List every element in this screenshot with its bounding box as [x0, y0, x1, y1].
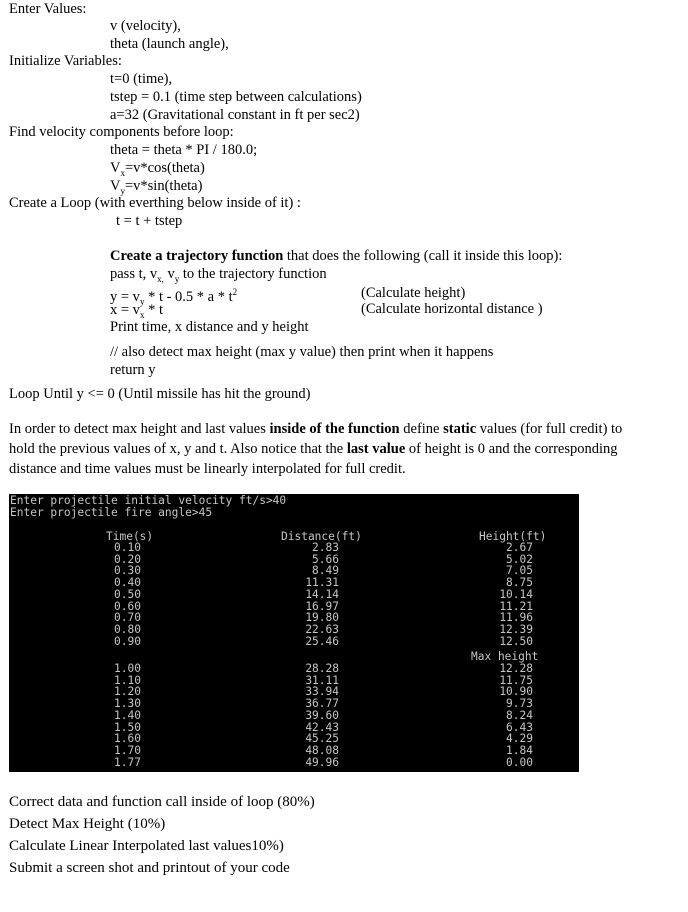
console-cell-height: 6.43: [506, 720, 533, 734]
console-cell-time: 0.10: [114, 541, 141, 554]
y-equation-note: (Calculate height): [361, 285, 466, 301]
console-cell-distance: 49.96: [305, 755, 339, 769]
console-cell-distance: 19.80: [305, 611, 339, 625]
theta-conversion-line: theta = theta * PI / 180.0;: [110, 142, 258, 158]
console-cell-time: 0.50: [114, 587, 141, 601]
console-cell-time: 1.10: [114, 673, 141, 687]
grading-item-3: Calculate Linear Interpolated last values10%): [9, 838, 284, 854]
tstep-line: tstep = 0.1 (time step between calculations): [110, 89, 362, 105]
console-header-time: Time(s): [106, 530, 154, 543]
console-cell-distance: 14.14: [305, 587, 339, 601]
console-cell-height: 10.90: [499, 685, 533, 699]
console-prompt-angle: Enter projectile fire angle>45: [10, 506, 213, 519]
vy-line: $V_y=v*\sin(theta)$: [110, 178, 203, 196]
y-equation-line: $y = v_y * t - 0.5 * a * t^2$: [110, 287, 238, 307]
console-cell-time: 1.00: [114, 662, 141, 675]
gravity-line: a=32 (Gravitational constant in ft per sec2): [110, 107, 360, 123]
find-velocity-heading: Find velocity components before loop:: [9, 124, 234, 140]
create-loop-heading: Create a Loop (with everthing below inside of it) :: [9, 195, 301, 211]
console-cell-height: 4.29: [506, 732, 533, 746]
console-cell-time: 0.70: [114, 611, 141, 625]
console-cell-height: 9.73: [506, 697, 533, 711]
console-cell-time: 0.30: [114, 564, 141, 578]
console-cell-height: 1.84: [506, 743, 533, 757]
trajectory-function-line: Create a trajectory function that does the following (call it inside this loop):: [110, 248, 563, 264]
console-cell-height: 11.21: [499, 599, 533, 613]
detect-max-line: // also detect max height (max y value) then print when it happens: [110, 344, 494, 360]
console-cell-time: 0.80: [114, 622, 141, 636]
theta-angle-line: theta (launch angle),: [110, 36, 229, 52]
console-cell-time: 1.77: [114, 755, 141, 769]
console-cell-distance: 33.94: [305, 685, 339, 699]
console-output: [9, 494, 579, 772]
v-velocity-line: v (velocity),: [110, 18, 181, 34]
paragraph-line-3: distance and time values must be linearly interpolated for full credit.: [9, 461, 406, 477]
console-cell-time: 0.90: [114, 634, 141, 648]
vx-line: $V_x=v*\cos(theta)$: [110, 160, 205, 178]
pass-params-line: pass t, $v_{x,}$ $v_y$ to the trajectory function: [110, 266, 327, 284]
grading-item-1: Correct data and function call inside of loop (80%): [9, 794, 315, 810]
console-cell-time: 1.20: [114, 685, 141, 699]
console-cell-time: 1.70: [114, 743, 141, 757]
console-cell-height: 11.96: [499, 611, 533, 625]
init-vars-heading: Initialize Variables:: [9, 53, 122, 69]
console-cell-height: 5.02: [506, 552, 533, 566]
console-cell-height: 2.67: [506, 541, 533, 554]
console-cell-distance: 22.63: [305, 622, 339, 636]
x-equation-note: (Calculate horizontal distance ): [361, 301, 543, 317]
console-cell-distance: 39.60: [305, 708, 339, 722]
console-prompt-velocity: Enter projectile initial velocity ft/s>40: [10, 494, 287, 507]
console-cell-time: 1.50: [114, 720, 141, 734]
x-equation-line: $x = v_x * t$: [110, 302, 163, 320]
console-cell-distance: 16.97: [305, 599, 339, 613]
console-cell-distance: 36.77: [305, 697, 339, 711]
console-cell-height: 0.00: [506, 755, 533, 769]
console-cell-distance: 28.28: [305, 662, 339, 675]
console-cell-height: 12.28: [499, 662, 533, 675]
console-cell-height: 12.39: [499, 622, 533, 636]
paragraph-line-2: hold the previous values of x, y and t. Also notice that the last value of height is 0 and the corresponding: [9, 441, 618, 457]
print-line: Print time, x distance and y height: [110, 319, 309, 335]
console-cell-time: 0.60: [114, 599, 141, 613]
console-cell-distance: 25.46: [305, 634, 339, 648]
console-header-distance: Distance(ft): [281, 530, 362, 543]
console-cell-time: 1.40: [114, 708, 141, 722]
console-max-height-label: Max height: [471, 650, 539, 663]
console-cell-height: 8.75: [506, 576, 533, 590]
console-cell-height: 11.75: [499, 673, 533, 687]
console-cell-distance: 42.43: [305, 720, 339, 734]
console-cell-time: 0.40: [114, 576, 141, 590]
console-cell-distance: 11.31: [305, 576, 339, 590]
loop-until-line: Loop Until y <= 0 (Until missile has hit the ground): [9, 386, 311, 402]
grading-item-2: Detect Max Height (10%): [9, 816, 166, 832]
console-cell-time: 1.60: [114, 732, 141, 746]
console-cell-time: 0.20: [114, 552, 141, 566]
t0-line: t=0 (time),: [110, 71, 173, 87]
grading-item-4: Submit a screen shot and printout of your code: [9, 860, 290, 876]
time-increment-line: t = t + tstep: [116, 213, 183, 229]
return-y-line: return y: [110, 362, 156, 378]
console-cell-distance: 31.11: [305, 673, 339, 687]
console-cell-height: 8.24: [506, 708, 533, 722]
console-cell-height: 7.05: [506, 564, 533, 578]
console-cell-distance: 2.83: [312, 541, 339, 554]
console-bottom-edge: [9, 769, 579, 772]
console-cell-time: 1.30: [114, 697, 141, 711]
paragraph-line-1: In order to detect max height and last values inside of the function define static values (for full credit) to: [9, 421, 623, 437]
console-header-height: Height(ft): [479, 530, 547, 543]
console-cell-distance: 45.25: [305, 732, 339, 746]
console-cell-distance: 48.08: [305, 743, 339, 757]
console-cell-height: 10.14: [499, 587, 533, 601]
enter-values-heading: Enter Values:: [9, 1, 87, 17]
console-cell-distance: 5.66: [312, 552, 339, 566]
console-cell-distance: 8.49: [312, 564, 339, 578]
console-cell-height: 12.50: [499, 634, 533, 648]
